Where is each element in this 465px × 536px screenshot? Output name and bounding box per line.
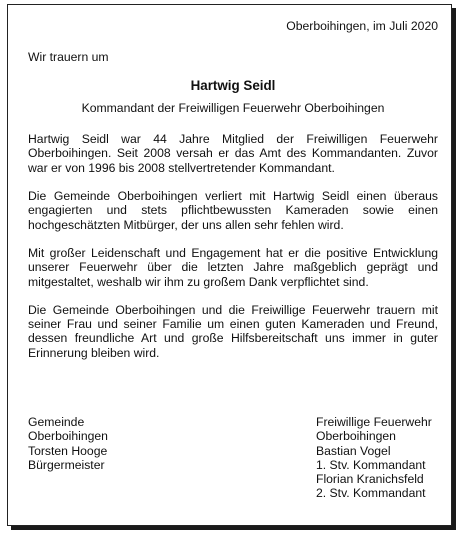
- signature-line: Florian Kranichsfeld: [316, 472, 424, 487]
- signature-right: [316, 415, 438, 501]
- obituary-notice: [7, 4, 452, 526]
- deceased-role: Kommandant der Freiwilligen Feuerwehr Oberboihingen: [81, 100, 385, 115]
- signature-line: Oberboihingen: [28, 429, 108, 444]
- deceased-name: Hartwig Seidl: [190, 77, 276, 93]
- paragraph-engagement: Mit großer Leidenschaft und Engagement hat er die positive Entwicklung unserer Feuerwehr über die letzten Jahre maßgeblich geprägt und mitgestaltet, weshalb wir ihm zu großem Dank verpflichtet sind.: [28, 245, 438, 289]
- paragraph-municipality: Die Gemeinde Oberboihingen verliert mit Hartwig Seidl einen überaus engagierten und stets pflichtbewussten Kameraden sowie einen hochgeschätzten Mitbürger, der uns allen sehr fehlen wird.: [28, 189, 438, 232]
- dateline: Oberboihingen, im Juli 2020: [286, 19, 438, 33]
- signature-block: [28, 415, 438, 501]
- signature-line: 1. Stv. Kommandant: [316, 457, 426, 472]
- signature-line: Torsten Hooge: [28, 443, 108, 458]
- signature-line: Gemeinde: [28, 415, 85, 429]
- signature-left: [28, 415, 108, 501]
- signature-line: Freiwillige Feuerwehr: [316, 415, 432, 429]
- paragraph-membership: Hartwig Seidl war 44 Jahre Mitglied der Freiwilligen Feuerwehr Oberboihingen. Seit 2008 versah er das Amt des Kommandanten. Zuvor war er von 1996 bis 2008 stellvertretender Kommandant.: [28, 132, 438, 175]
- signature-line: Oberboihingen: [316, 429, 396, 444]
- signature-line: Bastian Vogel: [316, 443, 391, 458]
- intro-text: Wir trauern um: [28, 50, 109, 65]
- signature-line: 2. Stv. Kommandant: [316, 486, 426, 501]
- paragraph-condolence: Die Gemeinde Oberboihingen und die Freiwillige Feuerwehr trauern mit seiner Frau und seiner Familie um einen guten Kameraden und Freund, dessen freundliche Art und große Hilfsbereitschaft uns immer in guter Erinnerung bleiben wird.: [28, 302, 438, 360]
- signature-line: Bürgermeister: [28, 457, 105, 472]
